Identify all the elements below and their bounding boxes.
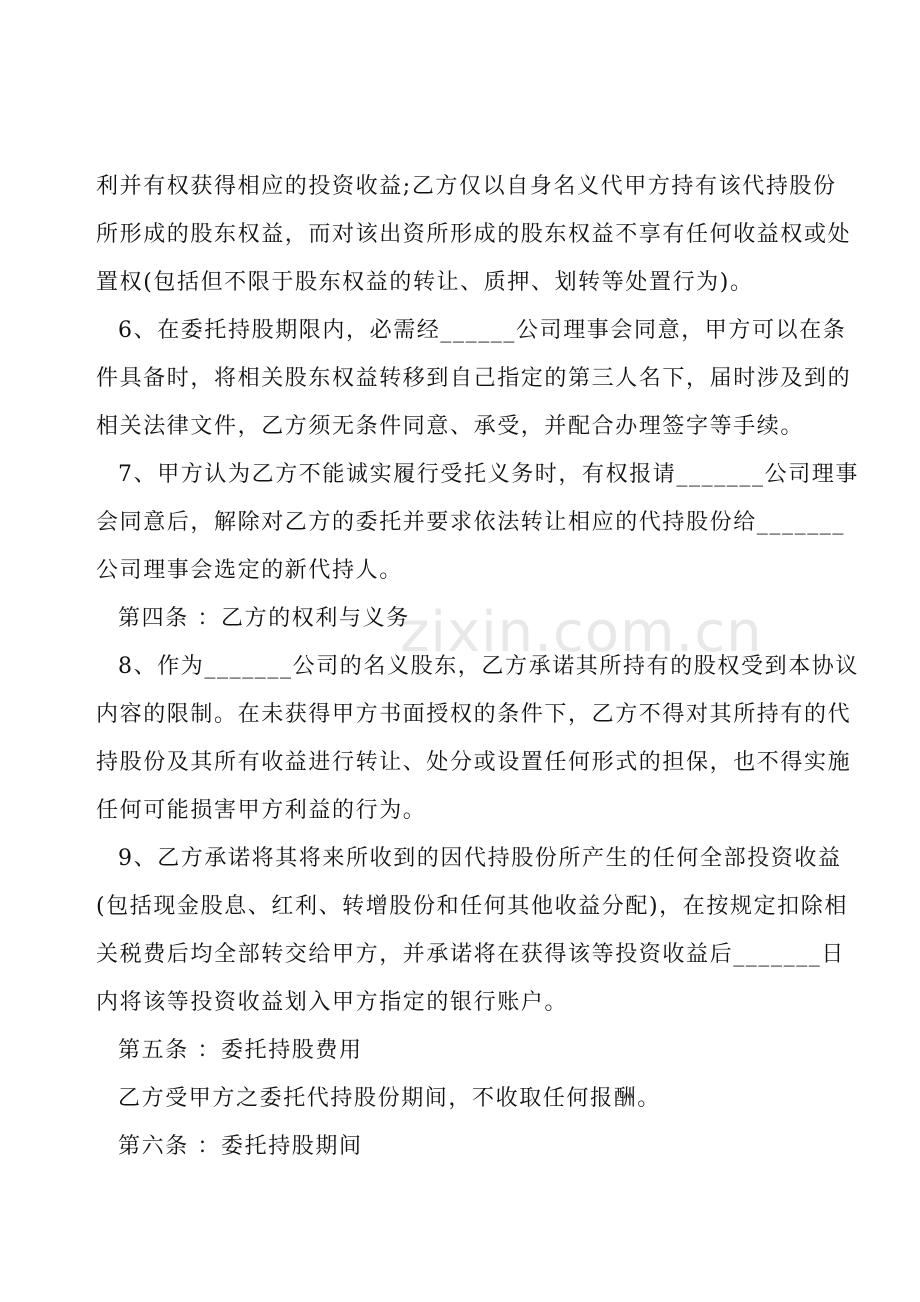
paragraph-line: 任何可能损害甲方利益的行为。 xyxy=(96,798,427,823)
section-heading-4: 第四条 ：乙方的权利与义务 xyxy=(118,606,410,631)
watermark: zixin.com.cn xyxy=(400,600,763,665)
clause-6-line: 6、在委托持股期限内，必需经______公司理事会同意，甲方可以在条 xyxy=(118,318,847,343)
section-heading-5: 第五条 ：委托持股费用 xyxy=(118,1038,363,1063)
clause-8-line: 8、作为_______公司的名义股东，乙方承诺其所持有的股权受到本协议 xyxy=(118,654,859,679)
paragraph-line: 利并有权获得相应的投资收益;乙方仅以自身名义代甲方持有该代持股份 xyxy=(96,174,837,199)
fee-clause-line: 乙方受甲方之委托代持股份期间，不收取任何报酬。 xyxy=(118,1086,661,1111)
clause-7-line: 7、甲方认为乙方不能诚实履行受托义务时，有权报请_______公司理事 xyxy=(118,462,859,487)
paragraph-line: (包括现金股息、红利、转增股份和任何其他收益分配)，在按规定扣除相 xyxy=(96,894,848,919)
paragraph-line: 置权(包括但不限于股东权益的转让、质押、划转等处置行为)。 xyxy=(96,270,754,295)
paragraph-line: 内将该等投资收益划入甲方指定的银行账户。 xyxy=(96,990,569,1015)
section-heading-6: 第六条 ：委托持股期间 xyxy=(118,1134,363,1159)
paragraph-line: 关税费后均全部转交给甲方，并承诺将在获得该等投资收益后_______日 xyxy=(96,942,846,967)
paragraph-line: 会同意后，解除对乙方的委托并要求依法转让相应的代持股份给_______ xyxy=(96,510,846,535)
clause-9-line: 9、乙方承诺将其将来所收到的因代持股份所产生的任何全部投资收益 xyxy=(118,846,842,871)
paragraph-line: 内容的限制。在未获得甲方书面授权的条件下，乙方不得对其所持有的代 xyxy=(96,702,852,727)
paragraph-line: 所形成的股东权益，而对该出资所形成的股东权益不享有任何收益权或处 xyxy=(96,222,852,247)
paragraph-line: 公司理事会选定的新代持人。 xyxy=(96,558,403,583)
paragraph-line: 件具备时，将相关股东权益转移到自己指定的第三人名下，届时涉及到的 xyxy=(96,366,852,391)
paragraph-line: 持股份及其所有收益进行转让、处分或设置任何形式的担保，也不得实施 xyxy=(96,750,852,775)
paragraph-line: 相关法律文件，乙方须无条件同意、承受，并配合办理签字等手续。 xyxy=(96,414,805,439)
